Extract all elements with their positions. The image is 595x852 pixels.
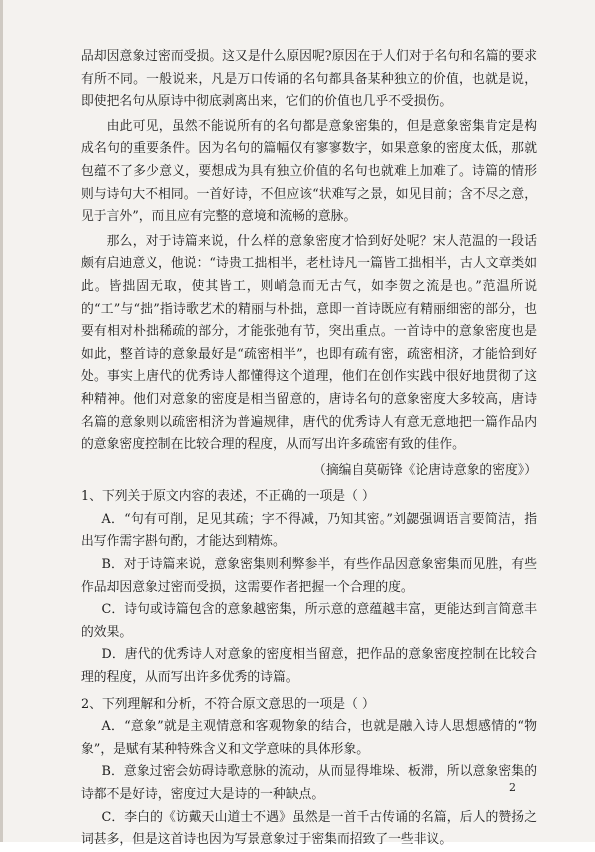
passage-paragraph-1: 品却因意象过密而受损。这又是什么原因呢?原因在于人们对于名句和名篇的要求有所不同。一般说来，凡是万口传诵的名句都具备某种独立的价值，也就是说，即使把名句从原诗中彻底剥离出来，它们的价值也几乎不受损伤。 <box>81 49 537 110</box>
passage-paragraph-3: 那么，对于诗篇来说，什么样的意象密度才恰到好处呢？宋人范温的一段话颇有启迪意义，他说：“诗贵工拙相半，老杜诗凡一篇皆工拙相半，古人文章类如此。皆拙固无取，使其皆工，则峭急而无古气，如李贺之流是也。”范温所说的“工”与“拙”指诗歌艺术的精丽与朴拙，意即一首诗既应有精丽细密的部分，也要有相对朴拙稀疏的部分，才能张弛有节，突出重点。一首诗中的意象密度也是如此，整首诗的意象最好是“疏密相半”，也即有疏有密，疏密相济，才能恰到好处。事实上唐代的优秀诗人都懂得这个道理，他们在创作实践中很好地贯彻了这种精神。他们对意象的密度是相当留意的，唐诗名句的意象密度大多较高，唐诗名篇的意象则以疏密相济为普遍规律，唐代的优秀诗人有意无意地把一篇作品内的意象密度控制在比较合理的程度，从而写出许多疏密有致的佳作。 <box>81 233 537 453</box>
question-1-option-c: C．诗句或诗篇包含的意象越密集，所示意的意蕴越丰富，更能达到言简意丰的效果。 <box>81 602 537 640</box>
question-2-stem: 2、下列理解和分析，不符合原文意思的一项是（ ） <box>81 696 375 712</box>
question-1-option-b: B．对于诗篇来说，意象密集则利弊参半，有些作品因意象密集而见胜，有些作品却因意象过密而受损，这需要作者把握一个合理的度。 <box>81 557 537 595</box>
question-2-option-b: B．意象过密会妨碍诗歌意脉的流动，从而显得堆垛、板滞，所以意象密集的诗都不是好诗，密度过大是诗的一种缺点。 <box>81 764 537 802</box>
question-1-option-d: D．唐代的优秀诗人对意象的密度相当留意，把作品的意象密度控制在比较合理的程度，从而写出许多优秀的诗篇。 <box>81 647 537 686</box>
question-1-stem: 1、下列关于原文内容的表述，不正确的一项是（ ） <box>81 489 375 505</box>
page-content <box>81 46 537 852</box>
page-number: 2 <box>509 781 516 794</box>
question-2-option-a: A．“意象”就是主观情意和客观物象的结合，也就是融入诗人思想感情的“物象”，是赋有某种特殊含义和文学意味的具体形象。 <box>81 719 537 757</box>
question-2-option-c: C．李白的《访戴天山道士不遇》虽然是一首千古传诵的名篇，后人的赞扬之词甚多，但是这首诗也因为写景意象过于密集而招致了一些非议。 <box>81 809 537 848</box>
question-1-option-a: A．“句有可削，足见其疏；字不得减，乃知其密。”刘勰强调语言要简洁，指出写作需字斟句酌，才能达到精炼。 <box>81 511 537 550</box>
passage-paragraph-2: 由此可见，虽然不能说所有的名句都是意象密集的，但是意象密集肯定是构成名句的重要条件。因为名句的篇幅仅有寥寥数字，如果意象的密度太低，那就包蕴不了多少意义，要想成为具有独立价值的名句也就难上加难了。诗篇的情形则与诗句大不相同。一首好诗，不但应该“状难写之景，如见目前；含不尽之意，见于言外”，而且应有完整的意境和流畅的意脉。 <box>81 118 537 225</box>
passage-source: （摘编自莫砺锋《论唐诗意象的密度》） <box>313 462 537 478</box>
